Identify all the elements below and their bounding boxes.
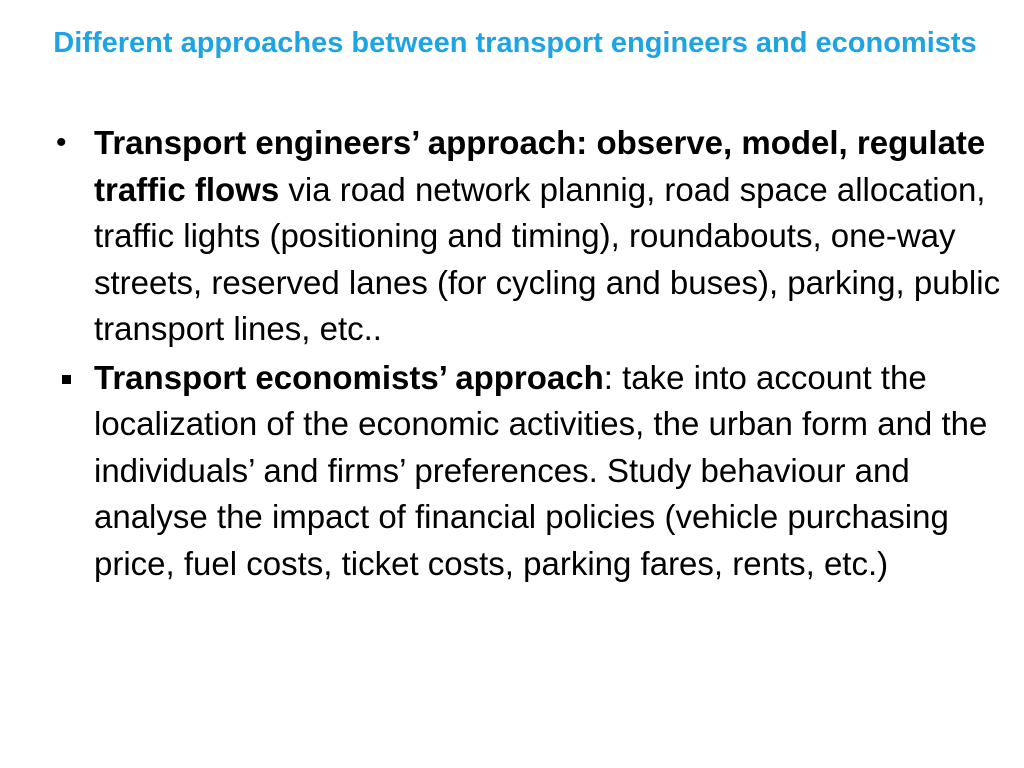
bullet-engineers (52, 120, 1012, 353)
bullet-economists-heading: Transport economists’ approach (94, 358, 604, 396)
slide-title: Different approaches between transport engineers and economists (53, 27, 977, 59)
bullet-list (52, 120, 1012, 589)
round-bullet-icon: • (56, 126, 67, 159)
bullet-engineers-text: via road network plannig, road space allocation, traffic lights (positioning and timing), roundabouts, one-way streets, reserved lanes (for cycling and buses), parking, public transport lines, etc.. (94, 170, 1001, 347)
bullet-economists (52, 355, 1012, 588)
bullet-engineers-heading: Transport engineers’ approach: observe, model, regulate traffic flows (94, 124, 986, 208)
bullet-economists-text: : take into account the localization of the economic activities, the urban form and the individuals’ and firms’ preferences. Study behaviour and analyse the impact of financial policies (vehicle purchasing price, fuel costs, ticket costs, parking fares, rents, etc.) (94, 358, 988, 582)
